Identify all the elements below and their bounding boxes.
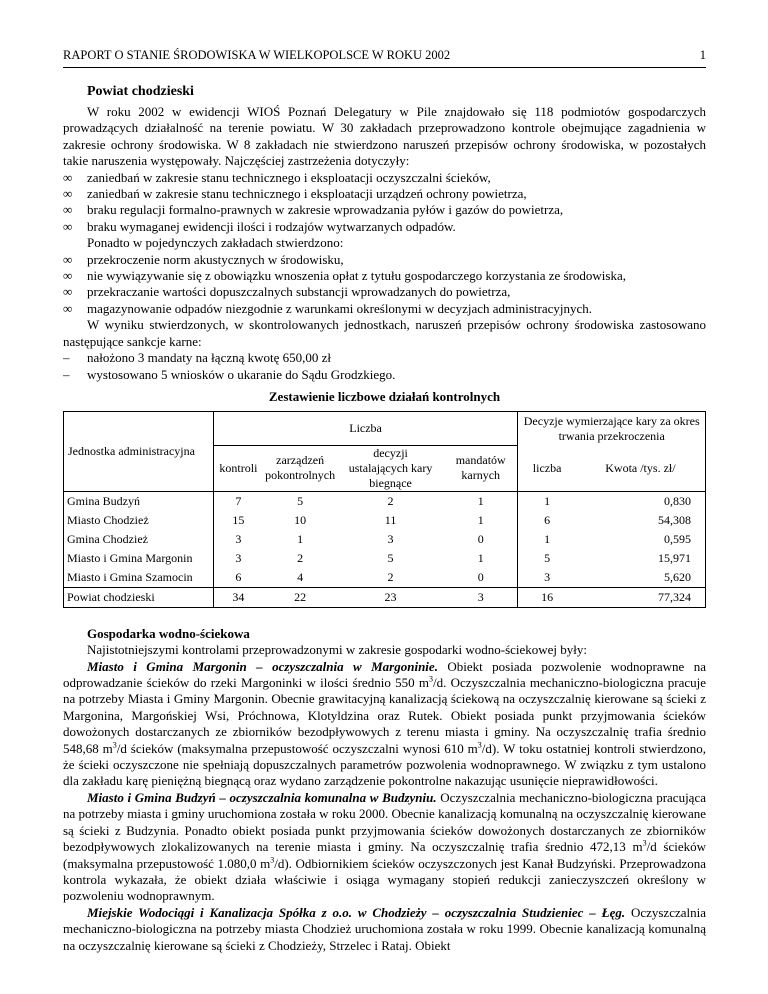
bullet-marker: ∞ [63,300,73,316]
list-item [63,219,706,235]
row-value: 0 [477,531,484,546]
water-heading: Gospodarka wodno-ściekowa [87,625,250,641]
table-row [64,568,706,588]
row-value: 5 [518,549,576,568]
row-value: 2 [337,491,444,511]
table-row [64,511,706,530]
chodziez-lead: Miejskie Wodociągi i Kanalizacja Spółka z o.o. w Chodzieży – oczyszczalnia Studzieniec – Łęg. [87,904,626,920]
row-value: 3 [444,587,518,607]
table-total-row [64,587,706,607]
col-kwota: Kwota /tys. zł/ [576,445,706,491]
row-unit-name: Miasto i Gmina Szamocin [64,568,214,588]
row-unit-name: Miasto i Gmina Margonin [64,549,214,568]
list-item-text: przekroczenie norm akustycznych w środowisku, [87,251,344,267]
page-number: 1 [699,48,706,62]
list-item-text: przekraczanie wartości dopuszczalnych substancji wprowadzanych do powietrza, [87,284,511,300]
intro-paragraph: W roku 2002 w ewidencji WIOŚ Poznań Delegatury w Pile znajdowało się 118 podmiotów gospodarczych prowadzących działalność na terenie powiatu. W 30 zakładach przeprowadzono kontrole obejmujące zagadnienia w zakresie ochrony środowiska. W 8 zakładach nie stwierdzono naruszeń przepisów ochrony środowiska, w pozostałych takie naruszenia występowały. Najczęściej zastrzeżenia dotyczyły: [63,104,706,169]
row-value: 15,971 [576,549,706,568]
row-value: 1 [297,531,304,546]
row-value: 77,324 [576,587,706,607]
table-title: Zestawienie liczbowe działań kontrolnych [268,388,501,404]
list-item-text: zaniedbań w zakresie stanu technicznego i eksploatacji oczyszczalni ścieków, [87,169,491,185]
list-item-text: magazynowanie odpadów niezgodnie z warunkami określonymi w decyzjach administracyjnych. [87,300,593,316]
list-item [63,284,706,300]
bullet-marker: ∞ [63,251,73,267]
row-value: 1 [518,530,576,549]
control-table [63,411,706,608]
row-value: 15 [232,512,245,527]
row-value: 1 [477,512,484,527]
col-decyzji: decyzji ustalających kary biegnące [348,445,433,490]
row-value: 1 [477,550,484,565]
row-value: 23 [337,587,444,607]
row-value: 54,308 [576,511,706,530]
row-value: 7 [213,491,263,511]
col-mandatow: mandatów karnych [455,453,506,483]
list-item-text: braku regulacji formalno-prawnych w zakresie wprowadzania pyłów i gazów do powietrza, [87,202,564,218]
section-title: Powiat chodzieski [87,84,194,99]
bullet-marker: ∞ [63,268,73,284]
list-item [63,367,706,383]
list-item [63,202,706,218]
col-kontroli: kontroli [219,460,258,475]
col-zarzadzen: zarządzeń pokontrolnych [265,453,336,483]
bullet-marker: ∞ [63,284,73,300]
bullet-marker: ∞ [63,169,73,185]
col-liczba: Liczba [213,412,518,446]
row-value: 1 [444,491,518,511]
list-item-text: zaniedbań w zakresie stanu technicznego i eksploatacji urządzeń ochrony powietrza, [87,186,527,202]
additional-violations-list [63,252,706,318]
header-title: RAPORT O STANIE ŚRODOWISKA W WIELKOPOLSCE W ROKU 2002 [63,48,451,62]
list-item-text: nie wywiązywanie się z obowiązku wnoszenia opłat z tytułu gospodarczego korzystania ze środowiska, [87,268,626,284]
list-item [63,186,706,202]
margonin-lead: Miasto i Gmina Margonin – oczyszczalnia w Margoninie. [87,658,438,674]
row-value: 5 [263,491,337,511]
row-unit-name: Gmina Budzyń [64,491,214,511]
sanctions-list [63,350,706,383]
row-value: 2 [387,569,394,584]
row-value: 22 [263,587,337,607]
row-value: 0,830 [576,491,706,511]
row-value: 6 [235,569,242,584]
table-body [64,491,706,607]
row-value: 6 [518,511,576,530]
list-item [63,170,706,186]
running-header [63,48,706,68]
bullet-marker: ∞ [63,186,73,202]
violations-list [63,170,706,236]
row-value: 34 [213,587,263,607]
table-row [64,530,706,549]
row-value: 0,595 [576,530,706,549]
water-budzyn: Miasto i Gmina Budzyń – oczyszczalnia komunalna w Budzyniu. Oczyszczalnia mechaniczno-biologiczna pracująca na potrzeby miasta i gminy uruchomiona została w roku 2000. Obecnie kanalizacją komunalną na oczyszczalnię kierowane są ścieki z Budzynia. Ponadto obiekt posiada punkt przyjmowania ścieków dowożonych dostarczanych ze zbiorników bezodpływowych zlokalizowanych na terenie miasta i gminy. Na oczyszczalnię trafia średnio 472,13 $m^3/d$ ścieków (maksymalna przepustowość 1.080,0 $m^3/d$). Odbiornikiem ścieków oczyszczonych jest Kanał Budzyński. Przeprowadzona kontrola wykazała, że obiekt działa właściwie i osiąga wymagany stopień redukcji zanieczyszczeń określony w pozwoleniu wodnoprawnym. [63,789,706,904]
list-item [63,268,706,284]
table-header-row-1 [64,412,706,446]
row-unit-name: Miasto Chodzież [64,511,214,530]
col-unit: Jednostka administracyjna [64,412,214,492]
bullet-marker: ∞ [63,218,73,234]
table-row [64,491,706,511]
row-value: 5 [387,550,394,565]
water-chodziez: Miejskie Wodociągi i Kanalizacja Spółka z o.o. w Chodzieży – oczyszczalnia Studzieniec – Łęg. Oczyszczalnia mechaniczno-biologiczna na potrzeby miasta Chodzież uruchomiona została w roku 1999. Obecnie kanalizacją komunalną na oczyszczalnię kierowane są ścieki z Chodzieży, Strzelec i Rataj. Obiekt [63,904,706,953]
list-item-text: wystosowano 5 wniosków o ukaranie do Sądu Grodzkiego. [87,366,396,382]
list-item-text: braku wymaganej ewidencji ilości i rodzajów wytwarzanych odpadów. [87,218,456,234]
row-value: 3 [235,531,242,546]
list-item-text: nałożono 3 mandaty na łączną kwotę 650,00 zł [87,350,332,366]
water-intro: Najistotniejszymi kontrolami przeprowadzonymi w zakresie gospodarki wodno-ściekowej były: [87,642,588,658]
para-sanctions: W wyniku stwierdzonych, w skontrolowanych jednostkach, naruszeń przepisów ochrony środowiska zastosowano następujące sankcje karne: [63,317,706,349]
row-value: 3 [518,568,576,588]
row-value: 3 [235,550,242,565]
row-value: 2 [297,550,304,565]
col-decyzje: Decyzje wymierzające kary za okres trwania przekroczenia [518,412,706,446]
row-value: 5,620 [576,568,706,588]
row-value: 10 [294,512,307,527]
document-body [63,104,706,954]
para-additional: Ponadto w pojedynczych zakładach stwierdzono: [87,235,344,251]
budzyn-lead: Miasto i Gmina Budzyń – oczyszczalnia komunalna w Budzyniu. [87,789,437,805]
row-unit-name: Powiat chodzieski [64,587,214,607]
row-value: 3 [387,531,394,546]
bullet-marker: ∞ [63,202,73,218]
row-value: 4 [297,569,304,584]
list-item [63,252,706,268]
bullet-marker: – [63,350,70,366]
bullet-marker: – [63,366,70,382]
water-margonin: Miasto i Gmina Margonin – oczyszczalnia w Margoninie. Obiekt posiada pozwolenie wodnoprawne na odprowadzanie ścieków do rzeki Margoninki w ilości średnio 550 $m^3/d$. Oczyszczalnia mechaniczno-biologiczna pracuje na potrzeby Miasta i Gminy Margonin. Obecnie grawitacyjną kanalizacją ściekową na oczyszczalnię kierowane są ścieki z Margonina, Margońskiej Wsi, Próchnowa, Klotyldzina oraz Rutek. Obiekt posiada punkt przyjmowania ścieków dowożonych dostarczanych ze zbiorników bezodpływowych z terenu miasta i gminy. Na oczyszczalnię trafia średnio 548,68 $m^3/d$ ścieków (maksymalna przepustowość oczyszczalni wynosi 610 $m^3/d$). W toku ostatniej kontroli stwierdzono, że ścieki oczyszczone nie spełniają dopuszczalnych parametrów pozwolenia wodnoprawnego. W związku z tym ustalono dla zakładu karę pieniężną biegnącą oraz wydano zarządzenie pokontrolne nakazując usunięcie nieprawidłowości. [63,658,706,789]
list-item [63,350,706,366]
row-value: 0 [477,569,484,584]
table-row [64,549,706,568]
col-liczba2: liczba [518,445,576,491]
row-value: 1 [518,491,576,511]
row-unit-name: Gmina Chodzież [64,530,214,549]
list-item [63,301,706,317]
row-value: 16 [518,587,576,607]
row-value: 11 [384,512,397,527]
